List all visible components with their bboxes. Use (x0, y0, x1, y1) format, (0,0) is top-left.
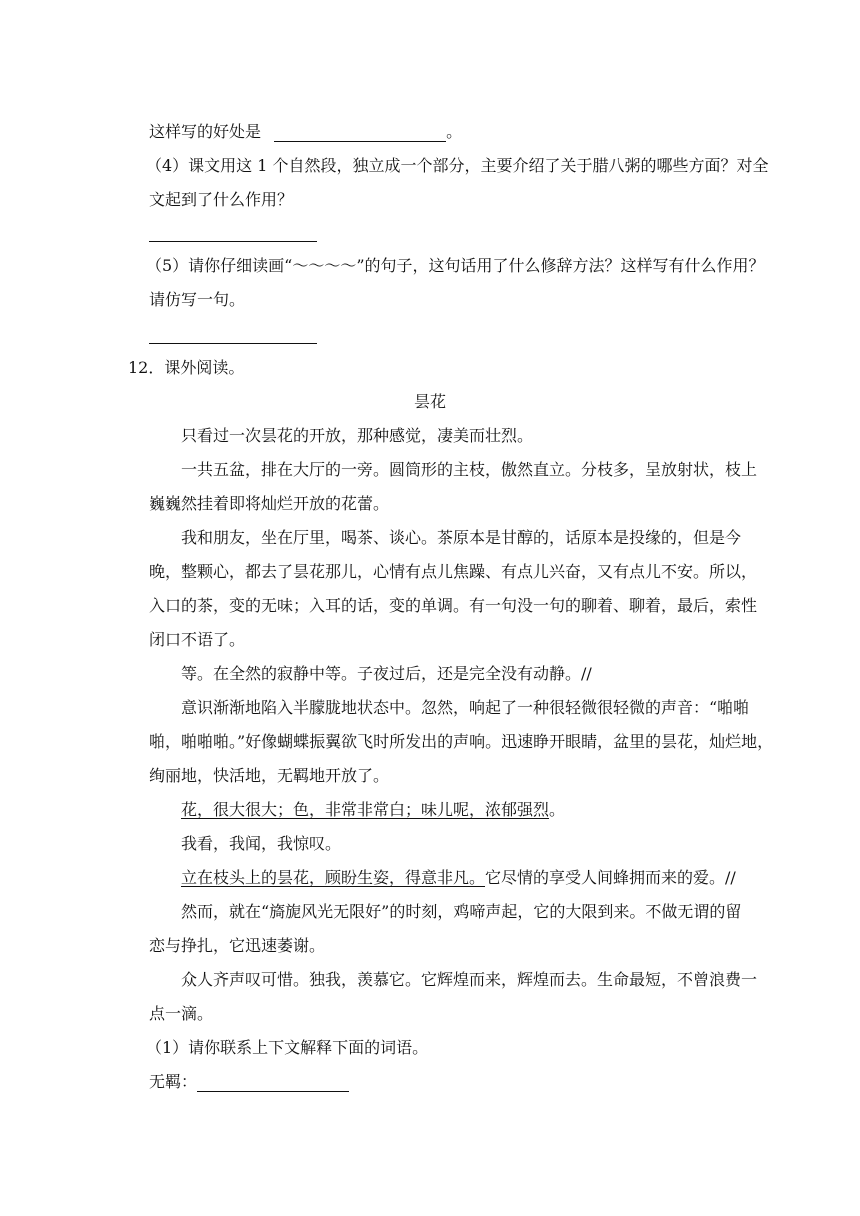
underlined-sentence: 立在枝头上的昙花，顾盼生姿，得意非凡。 (181, 868, 486, 887)
passage-p10-l2: 点一滴。 (149, 1004, 214, 1023)
passage-p3-l4: 闭口不语了。 (149, 630, 246, 649)
q5-line-1: （5）请你仔细读画“～～～～”的句子，这句话用了什么修辞方法？这样写有什么作用？ (146, 256, 765, 275)
passage-p5-l1: 意识渐渐地陷入半朦胧地状态中。忽然，响起了一种很轻微很轻微的声音：“啪啪 (181, 698, 750, 717)
passage-p10-l1: 众人齐声叹可惜。独我，羡慕它。它辉煌而来，辉煌而去。生命最短，不曾浪费一 (181, 970, 758, 989)
answer-blank[interactable] (197, 1075, 349, 1092)
passage-p8: 立在枝头上的昙花，顾盼生姿，得意非凡。它尽情的享受人间蜂拥而来的爱。// (181, 868, 736, 887)
haochu-line: 这样写的好处是 。 (149, 122, 463, 141)
passage-p3-l1: 我和朋友，坐在厅里，喝茶、谈心。茶原本是甘醇的，话原本是投缘的，但是今 (181, 528, 742, 547)
q12-sub1-word: 无羁： (149, 1072, 349, 1092)
passage-p5-l3: 绚丽地，快活地，无羁地开放了。 (149, 766, 390, 785)
passage-p9-l2: 恋与挣扎，它迅速萎谢。 (149, 936, 326, 955)
q5-answer-line[interactable] (149, 324, 317, 344)
q4-line-1: （4）课文用这 1 个自然段，独立成一个部分，主要介绍了关于腊八粥的哪些方面？对全 (146, 156, 769, 175)
passage-p1: 只看过一次昙花的开放，那种感觉，凄美而壮烈。 (181, 426, 534, 445)
passage-p2-l2: 巍巍然挂着即将灿烂开放的花蕾。 (149, 494, 390, 513)
q4-line-2: 文起到了什么作用？ (149, 190, 294, 209)
q12-sub1: （1）请你联系上下文解释下面的词语。 (146, 1038, 429, 1057)
answer-blank[interactable] (274, 125, 446, 142)
q12-heading: 12．课外阅读。 (128, 358, 245, 377)
passage-p5-l2: 啪，啪啪啪。”好像蝴蝶振翼欲飞时所发出的声响。迅速睁开眼睛，盆里的昙花，灿烂地， (149, 732, 774, 751)
passage-p4: 等。在全然的寂静中等。子夜过后，还是完全没有动静。// (181, 664, 592, 683)
passage-p9-l1: 然而，就在“旖旎风光无限好”的时刻，鸡啼声起，它的大限到来。不做无谓的留 (181, 902, 742, 921)
passage-p2-l1: 一共五盆，排在大厅的一旁。圆筒形的主枝，傲然直立。分枝多，呈放射状，枝上 (181, 460, 758, 479)
q4-answer-line[interactable] (149, 222, 317, 242)
passage-p6: 花，很大很大；色，非常非常白；味儿呢，浓郁强烈。 (181, 800, 566, 819)
passage-p3-l2: 晚，整颗心，都去了昙花那儿，心情有点儿焦躁、有点儿兴奋，又有点儿不安。所以， (149, 562, 758, 581)
passage-p7: 我看，我闻，我惊叹。 (181, 834, 342, 853)
passage-title: 昙花 (413, 392, 446, 411)
q5-line-2: 请仿写一句。 (149, 290, 246, 309)
passage-p3-l3: 入口的茶，变的无味；入耳的话，变的单调。有一句没一句的聊着、聊着，最后，索性 (149, 596, 758, 615)
underlined-sentence: 花，很大很大；色，非常非常白；味儿呢，浓郁强烈 (181, 800, 550, 819)
